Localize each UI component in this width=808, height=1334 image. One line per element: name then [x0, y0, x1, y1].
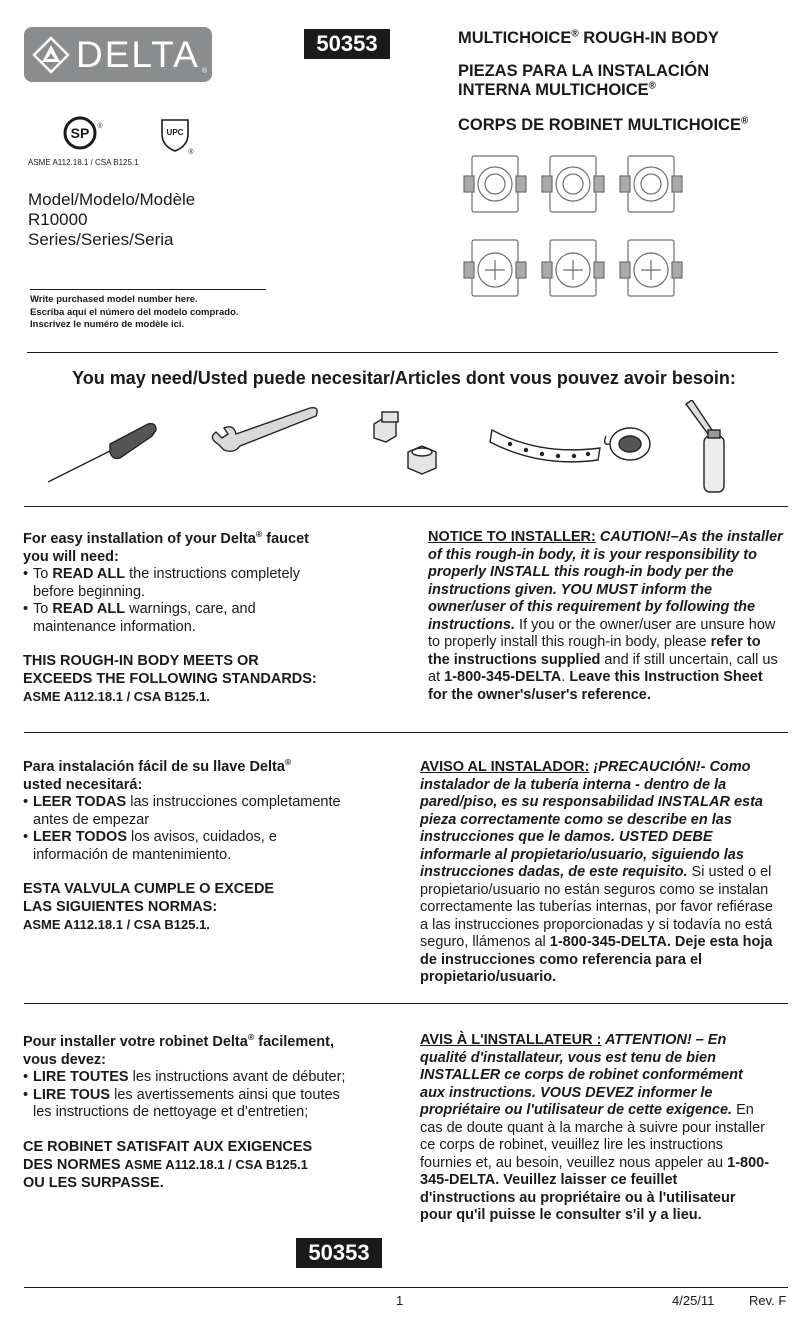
title-spanish-1: PIEZAS PARA LA INSTALACIÓN	[458, 62, 710, 80]
csa-mark-icon	[62, 114, 104, 152]
tools-illustration	[40, 400, 780, 495]
title-english: MULTICHOICE® ROUGH-IN BODY	[458, 28, 719, 47]
certification-standard: ASME A112.18.1 / CSA B125.1	[28, 158, 139, 167]
title-french: CORPS DE ROBINET MULTICHOICE®	[458, 115, 749, 134]
svg-text:UPC: UPC	[166, 128, 184, 137]
adjustable-wrench-icon	[212, 408, 317, 452]
english-installer-notice: NOTICE TO INSTALLER: CAUTION!–As the installer of this rough-in body, it is your responsibility to properly INSTALL this rough-in body per the instructions given. YOU MUST inform the owner/user of this requirement by following the instructions. If you or the owner/user are unsure how to properly install this rough-in body, please refer to the instructions supplied and if still uncertain, call us at 1-800-345-DELTA. Leave this Instruction Sheet for the owner's/user's reference.	[428, 529, 783, 703]
model-line-2: R10000	[28, 210, 88, 229]
brand-name: DELTA	[76, 33, 200, 75]
svg-text:®: ®	[188, 149, 194, 156]
svg-text:SP: SP	[70, 125, 90, 141]
tools-needed-title: You may need/Usted puede necesitar/Articles dont vous pouvez avoir besoin:	[72, 368, 736, 388]
svg-text:®: ®	[97, 123, 103, 130]
spanish-divider	[24, 1003, 788, 1004]
header-divider	[27, 352, 778, 353]
valve-icon	[464, 156, 682, 296]
french-installer-notice: AVIS À L'INSTALLATEUR : ATTENTION! – En qualité d'installateur, vous est tenu de bien INSTALLER ce corps de robinet conformément aux instructions. VOUS DEVEZ informer le propriétaire ou l'utilisateur de cette exigence. En cas de doute quant à la marche à suivre pour installer ce corps de robinet, veuillez lire les instructions fournies et, au besoin, veuillez nous appeler au 1-800-345-DELTA. Veuillez laisser ce feuillet d'instructions au propriétaire ou à l'utilisateur pour qu'il puisse le consulter s'il y a lieu.	[420, 1032, 770, 1223]
french-requirements: Pour installer votre robinet Delta® facilement, vous devez: • LIRE TOUTES les instructions avant de débuter; • LIRE TOUS les avertissements ainsi que toutes les instructions de nettoyage et d'entretien; CE ROBINET SATISFAIT AUX EXIGENCES DES NORMES ASME A112.18.1 / CSA B125.1 OU LES SURPASSE.	[23, 1032, 346, 1191]
write-model-instructions: Write purchased model number here. Escriba aquí el número del modelo comprado. Inscrivez le numéro de modèle ici.	[30, 294, 239, 330]
footer-divider	[24, 1287, 788, 1288]
model-line-1: Model/Modelo/Modèle	[28, 190, 196, 209]
tools-divider	[24, 506, 788, 507]
screwdriver-icon	[48, 424, 156, 482]
torch-icon	[686, 400, 724, 492]
thread-tape-icon	[605, 428, 650, 460]
strap-icon	[490, 430, 600, 462]
model-line-3: Series/Series/Seria	[28, 230, 174, 249]
revision-date: 4/25/11	[672, 1293, 715, 1308]
model-write-line	[30, 289, 266, 290]
pipe-plug-icon	[374, 412, 436, 474]
revision-label: Rev. F	[749, 1293, 787, 1308]
model-number-badge: 50353	[304, 29, 390, 59]
title-spanish-2: INTERNA MULTICHOICE®	[458, 80, 656, 99]
spanish-installer-notice: AVISO AL INSTALADOR: ¡PRECAUCIÓN!- Como instalador de la tubería interna - dentro de la pared/piso, es su responsabilidad INSTALAR esta pieza correctamente como se describe en las instrucciones que le damos. USTED DEBE informarle al propietario/usuario, siguiendo las instrucciones dadas, de este requisito. Si usted o el propietario/usuario no están seguros como se instalan correctamente las tuberías internas, por favor refiérase a las instrucciones proporcionadas y si todavía no está seguro, llámenos al 1-800-345-DELTA. Deje esta hoja de instrucciones como referencia para el propietario/usuario.	[420, 759, 773, 985]
spanish-requirements: Para instalación fácil de su llave Delta® usted necesitará: • LEER TODAS las instrucciones completamente antes de empezar • LEER TODOS los avisos, cuidados, e información de mantenimiento. ESTA VALVULA CUMPLE O EXCEDE LAS SIGUIENTES NORMAS: ASME A112.18.1 / CSA B125.1.	[23, 757, 341, 932]
delta-diamond-icon	[32, 36, 70, 74]
delta-logo: DELTA ®	[24, 27, 212, 82]
valve-illustrations	[460, 150, 686, 302]
upc-mark-icon	[158, 116, 196, 156]
english-divider	[24, 732, 788, 733]
page-number: 1	[396, 1293, 404, 1308]
english-requirements: For easy installation of your Delta® faucet you will need: • To READ ALL the instructions completely before beginning. • To READ ALL warnings, care, and maintenance information. THIS ROUGH-IN BODY MEETS OR EXCEEDS THE FOLLOWING STANDARDS: ASME A112.18.1 / CSA B125.1.	[23, 529, 317, 704]
footer-model-number-badge: 50353	[296, 1238, 382, 1268]
